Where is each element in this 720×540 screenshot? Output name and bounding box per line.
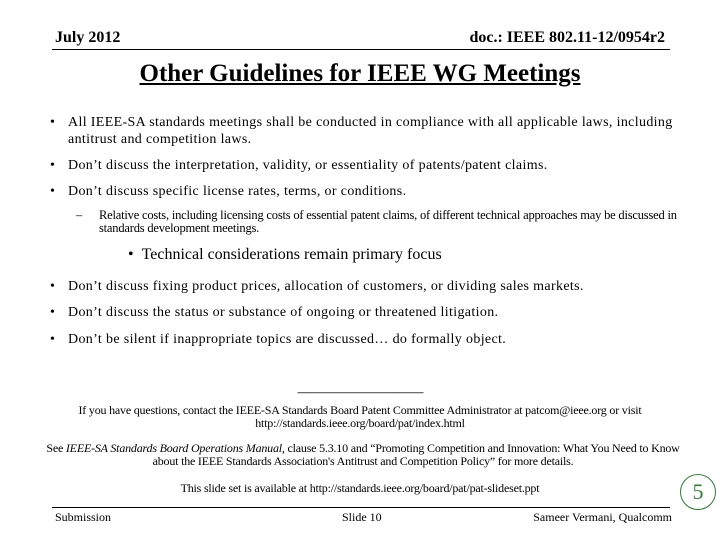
bullet-item [50, 114, 690, 148]
bullet-item [50, 157, 690, 174]
emphasis-bullet [128, 246, 442, 264]
dash-icon: – [76, 208, 83, 222]
footer-slide-number: Slide 10 [342, 510, 382, 524]
bullet-dot-icon: • [128, 246, 134, 263]
slide-title: Other Guidelines for IEEE WG Meetings [139, 60, 581, 87]
bullet-text: Don’t discuss the interpretation, validity, or essentiality of patents/patent claims. [68, 158, 548, 173]
header-date: July 2012 [55, 29, 121, 46]
footer-author: Sameer Vermani, Qualcomm [533, 510, 672, 524]
emphasis-text: Technical considerations remain primary focus [141, 246, 442, 263]
slideset-note: This slide set is available at http://standards.ieee.org/board/pat/pat-slideset.ppt [180, 481, 540, 495]
bullet-item [50, 304, 690, 321]
bullet-dot-icon: • [50, 184, 56, 199]
contact-text: If you have questions, contact the IEEE-SA Standards Board Patent Committee Administrator at patcom@ieee.org or visit http://standards.ieee.org/board/pat/index.html [78, 403, 642, 430]
header-doc-id: doc.: IEEE 802.11-12/0954r2 [469, 29, 665, 46]
bullet-dot-icon: • [50, 279, 56, 294]
bullet-dot-icon: • [50, 115, 56, 130]
bullet-text: All IEEE-SA standards meetings shall be conducted in compliance with all applicable laws, including antitrust and competition laws. [68, 115, 673, 147]
separator-line: --------------------------------------------------------------- [297, 387, 423, 397]
bullet-dot-icon: • [50, 305, 56, 320]
sub-bullet-text: Relative costs, including licensing costs of essential patent claims, of different technical approaches may be discussed in standards development meetings. [99, 208, 677, 235]
footer-rule [52, 507, 670, 508]
manual-details: , clause 5.3.10 and “Promoting Competition and Innovation: What You Need to Know about the IEEE Standards Association's Antitrust and Competition Policy” for more details. [152, 441, 680, 468]
header-rule [52, 49, 670, 50]
bullet-item [50, 278, 690, 295]
footer-submission: Submission [55, 510, 112, 524]
bullet-text: Don’t discuss the status or substance of ongoing or threatened litigation. [68, 305, 499, 320]
manual-prefix: See [46, 441, 66, 455]
bullet-text: Don’t be silent if inappropriate topics are discussed… do formally object. [68, 332, 507, 347]
page-number-badge: 5 [680, 474, 716, 510]
bullet-item [50, 331, 690, 348]
manual-reference [40, 442, 686, 467]
bullet-dot-icon: • [50, 332, 56, 347]
bullet-dot-icon: • [50, 158, 56, 173]
bullet-item [50, 183, 690, 200]
sub-bullet-item [76, 209, 696, 235]
bullet-text: Don’t discuss fixing product prices, allocation of customers, or dividing sales markets. [68, 279, 584, 294]
manual-title: IEEE-SA Standards Board Operations Manual [65, 441, 282, 455]
bullet-text: Don’t discuss specific license rates, terms, or conditions. [68, 184, 407, 199]
